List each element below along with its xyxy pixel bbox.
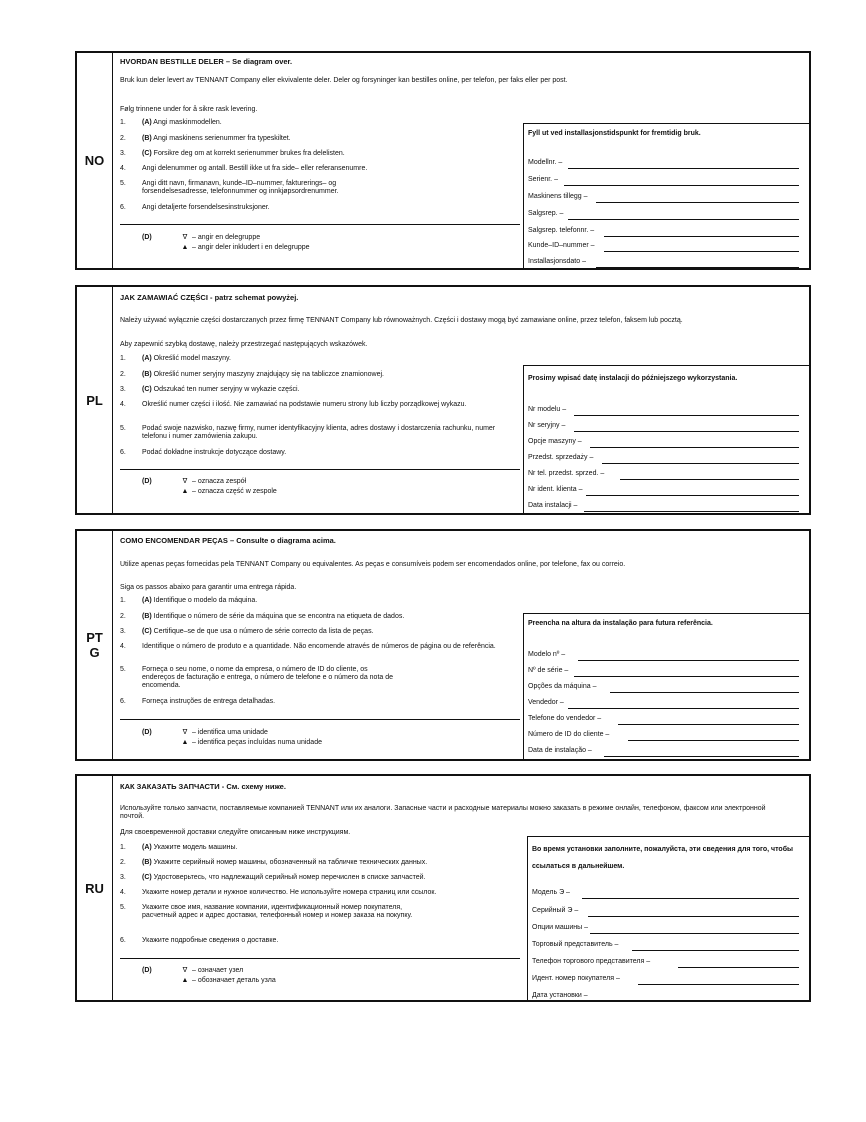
section-title: JAK ZAMAWIAĆ CZĘŚCI - patrz schemat powyżej.	[120, 293, 299, 302]
model-field-label: Nr modelu –	[528, 406, 567, 413]
section-title: HVORDAN BESTILLE DELER – Se diagram over.	[120, 57, 293, 66]
sales-rep-field[interactable]	[568, 219, 799, 220]
serial-field[interactable]	[574, 676, 799, 677]
section-ru: RU КАК ЗАКАЗАТЬ ЗАПЧАСТИ - См. схему ниже. Используйте только запчасти, поставляемые компанией TENNANT или их аналоги. Запасные части и расходные материалы можно заказать в режиме онлайн, телефоном, факсом или электронной почтой. Для своевременной доставки следуйте описанным ниже инструкциям. 1. (A) Укажите модель машины. 2. (B) Укажите серийный номер машины, обозначенный на табличке технических данных. 3. (C) Удостоверьтесь, что надлежащий серийный номер перечислен в списке запчастей. 4. Укажите номер детали и нужное количество. Не используйте номера страниц или ссылок. 5. Укажите свое имя, название компании, идентификационный номер покупателя, расчетный адрес и адрес доставки, телефонный номер и номер заказа на покупку. 6. Укажите подробные сведения о доставке. (D) ∇ – означает узел ▲ – обозначает деталь узла Во время установки заполните, пожалуйста, эти сведения для того, чтобы ссылаться в дальнейшем. Модель Э – Серийный Э – Опции машины – Торговый представитель – Телефон торгового представителя – Идент. номер покупателя – Дата установки –	[75, 774, 811, 1002]
assembly-open-triangle-icon: ∇	[182, 729, 188, 736]
install-date-field-label: Дата установки –	[532, 992, 588, 999]
sales-rep-field-label: Торговый представитель –	[532, 941, 619, 948]
intro-text: Bruk kun deler levert av TENNANT Company eller ekvivalente deler. Deler og forsyninger kan bestilles online, per telefon, per faks eller per post.	[120, 77, 568, 84]
section-title: КАК ЗАКАЗАТЬ ЗАПЧАСТИ - См. схему ниже.	[120, 782, 286, 791]
options-field-label: Opcje maszyny –	[528, 438, 582, 445]
sales-rep-phone-field[interactable]	[618, 724, 799, 725]
installation-info-box	[523, 123, 809, 268]
box-title: Prosimy wpisać datę instalacji do późniejszego wykorzystania.	[528, 375, 738, 382]
customer-id-field-label: Nr ident. klienta –	[528, 486, 583, 493]
options-field[interactable]	[590, 447, 799, 448]
model-field[interactable]	[578, 660, 799, 661]
options-field[interactable]	[610, 692, 799, 693]
installation-info-box	[523, 365, 809, 513]
language-code: PL	[77, 287, 113, 513]
divider	[120, 469, 520, 470]
box-title: Fyll ut ved installasjonstidspunkt for fremtidig bruk.	[528, 130, 701, 137]
install-date-field-label: Installasjonsdato –	[528, 258, 586, 265]
install-date-field[interactable]	[604, 756, 799, 757]
customer-id-field[interactable]	[638, 984, 799, 985]
intro-text: Należy używać wyłącznie części dostarczanych przez firmę TENNANT Company lub równoważnych. Części i dostawy mogą być zamawiane online, przez telefon, faksem lub pocztą.	[120, 317, 683, 324]
customer-id-field-label: Kunde–ID–nummer –	[528, 242, 595, 249]
serial-field-label: Серийный Э –	[532, 907, 579, 914]
sales-rep-phone-field[interactable]	[620, 479, 799, 480]
section-title: COMO ENCOMENDAR PEÇAS – Consulte o diagrama acima.	[120, 536, 336, 545]
installation-info-box	[523, 613, 809, 759]
model-field[interactable]	[582, 898, 799, 899]
options-field-label: Opções da máquina –	[528, 683, 597, 690]
part-filled-triangle-icon: ▲	[181, 977, 189, 984]
divider	[120, 224, 520, 225]
options-field-label: Maskinens tillegg –	[528, 193, 588, 200]
divider	[120, 958, 520, 959]
sales-rep-phone-field-label: Nr tel. przedst. sprzed. –	[528, 470, 605, 477]
sales-rep-field[interactable]	[602, 463, 799, 464]
serial-field[interactable]	[574, 431, 799, 432]
options-field[interactable]	[590, 933, 799, 934]
install-date-field-label: Data instalacji –	[528, 502, 578, 509]
model-field[interactable]	[574, 415, 799, 416]
install-date-field[interactable]	[596, 267, 799, 268]
part-filled-triangle-icon: ▲	[181, 244, 189, 251]
model-field-label: Modellnr. –	[528, 159, 563, 166]
section-no: NO HVORDAN BESTILLE DELER – Se diagram over. Bruk kun deler levert av TENNANT Company eller ekvivalente deler. Deler og forsyninger kan bestilles online, per telefon, per faks eller per post. Følg trinnene under for å sikre rask levering. 1. (A) Angi maskinmodellen. 2. (B) Angi maskinens serienummer fra typeskiltet. 3. (C) Forsikre deg om at korrekt serienummer brukes fra delelisten. 4. Angi delenummer og antall. Bestill ikke ut fra side– eller referansenumre. 5. Angi ditt navn, firmanavn, kunde–ID–nummer, fakturerings– og forsendelsesadresse, telefonnummer og innkjøpsordrenummer. 6. Angi detaljerte forsendelsesinstruksjoner. (D) ∇ – angir en delegruppe ▲ – angir deler inkludert i en delegruppe Fyll ut ved installasjonstidspunkt for fremtidig bruk. Modellnr. – Serienr. – Maskinens tillegg – Salgsrep. – Salgsrep. telefonnr. – Kunde–ID–nummer – Installasjonsdato –	[75, 51, 811, 270]
sales-rep-field-label: Salgsrep. –	[528, 210, 564, 217]
box-title: Preencha na altura da instalação para futura referência.	[528, 620, 713, 627]
follow-text: Aby zapewnić szybką dostawę, należy przestrzegać następujących wskazówek.	[120, 341, 368, 348]
serial-field-label: Nr seryjny –	[528, 422, 566, 429]
language-code: PT G	[77, 531, 113, 759]
serial-field[interactable]	[588, 916, 799, 917]
sales-rep-field-label: Przedst. sprzedaży –	[528, 454, 594, 461]
model-field-label: Модель Э –	[532, 889, 570, 896]
follow-text: Siga os passos abaixo para garantir uma entrega rápida.	[120, 584, 297, 591]
customer-id-field-label: Número de ID do cliente –	[528, 731, 610, 738]
language-code: NO	[77, 53, 113, 268]
assembly-open-triangle-icon: ∇	[182, 234, 188, 241]
customer-id-field[interactable]	[586, 495, 799, 496]
options-field[interactable]	[596, 202, 799, 203]
installation-info-box	[527, 836, 809, 1000]
customer-id-field[interactable]	[604, 251, 799, 252]
assembly-open-triangle-icon: ∇	[182, 478, 188, 485]
sales-rep-field[interactable]	[568, 708, 799, 709]
serial-field[interactable]	[564, 185, 799, 186]
sales-rep-phone-field-label: Telefone do vendedor –	[528, 715, 602, 722]
install-date-field[interactable]	[584, 511, 799, 512]
sales-rep-phone-field-label: Телефон торгового представителя –	[532, 958, 651, 965]
follow-text: Følg trinnene under for å sikre rask levering.	[120, 106, 258, 113]
serial-field-label: Nº de série –	[528, 667, 569, 674]
follow-text: Для своевременной доставки следуйте описанным ниже инструкциям.	[120, 829, 351, 836]
section-pl: PL JAK ZAMAWIAĆ CZĘŚCI - patrz schemat powyżej. Należy używać wyłącznie części dostarczanych przez firmę TENNANT Company lub równoważnych. Części i dostawy mogą być zamawiane online, przez telefon, faksem lub pocztą. Aby zapewnić szybką dostawę, należy przestrzegać następujących wskazówek. 1. (A) Określić model maszyny. 2. (B) Określić numer seryjny maszyny znajdujący się na tabliczce znamionowej. 3. (C) Odszukać ten numer seryjny w wykazie części. 4. Określić numer części i ilość. Nie zamawiać na podstawie numeru strony lub liczby porządkowej wykazu. 5. Podać swoje nazwisko, nazwę firmy, numer identyfikacyjny klienta, adres dostawy i dostarczenia rachunku, numer telefonu i numer zamówienia zakupu. 6. Podać dokładne instrukcje dotyczące dostawy. (D) ∇ – oznacza zespół ▲ – oznacza część w zespole Prosimy wpisać datę instalacji do późniejszego wykorzystania. Nr modelu – Nr seryjny – Opcje maszyny – Przedst. sprzedaży – Nr tel. przedst. sprzed. – Nr ident. klienta – Data instalacji –	[75, 285, 811, 515]
sales-rep-field-label: Vendedor –	[528, 699, 564, 706]
model-field[interactable]	[568, 168, 799, 169]
model-field-label: Modelo nº –	[528, 651, 566, 658]
intro-text: Utilize apenas peças fornecidas pela TENNANT Company ou equivalentes. As peças e consumíveis podem ser encomendados online, por telefone, fax ou correio.	[120, 561, 626, 568]
serial-field-label: Serienr. –	[528, 176, 558, 183]
sales-rep-field[interactable]	[632, 950, 799, 951]
box-title: Во время установки заполните, пожалуйста, эти сведения для того, чтобы ссылаться в дальнейшем.	[532, 846, 794, 870]
install-date-field[interactable]	[600, 1001, 799, 1002]
sales-rep-phone-field[interactable]	[604, 236, 799, 237]
install-date-field-label: Data de instalação –	[528, 747, 592, 754]
section-ptg: PT G COMO ENCOMENDAR PEÇAS – Consulte o diagrama acima. Utilize apenas peças fornecidas pela TENNANT Company ou equivalentes. As peças e consumíveis podem ser encomendados online, por telefone, fax ou correio. Siga os passos abaixo para garantir uma entrega rápida. 1. (A) Identifique o modelo da máquina. 2. (B) Identifique o número de série da máquina que se encontra na etiqueta de dados. 3. (C) Certifique–se de que usa o número de série correcto da lista de peças. 4. Identifique o número de produto e a quantidade. Não encomende através de números de página ou de referência. 5. Forneça o seu nome, o nome da empresa, o número de ID do cliente, os endereços de facturação e entrega, o número de telefone e o número da nota de encomenda. 6. Forneça instruções de entrega detalhadas. (D) ∇ – identifica uma unidade ▲ – identifica peças incluídas numa unidade Preencha na altura da instalação para futura referência. Modelo nº – Nº de série – Opções da máquina – Vendedor – Telefone do vendedor – Número de ID do cliente – Data de instalação –	[75, 529, 811, 761]
divider	[120, 719, 520, 720]
language-code: RU	[77, 776, 113, 1000]
customer-id-field[interactable]	[628, 740, 799, 741]
sales-rep-phone-field[interactable]	[678, 967, 799, 968]
options-field-label: Опции машины –	[532, 924, 588, 931]
part-filled-triangle-icon: ▲	[181, 739, 189, 746]
assembly-open-triangle-icon: ∇	[182, 967, 188, 974]
customer-id-field-label: Идент. номер покупателя –	[532, 975, 620, 982]
sales-rep-phone-field-label: Salgsrep. telefonnr. –	[528, 227, 595, 234]
part-filled-triangle-icon: ▲	[181, 488, 189, 495]
intro-text: Используйте только запчасти, поставляемые компанией TENNANT или их аналоги. Запасные части и расходные материалы можно заказать в режиме онлайн, телефоном, факсом или электронной почтой.	[120, 805, 766, 820]
